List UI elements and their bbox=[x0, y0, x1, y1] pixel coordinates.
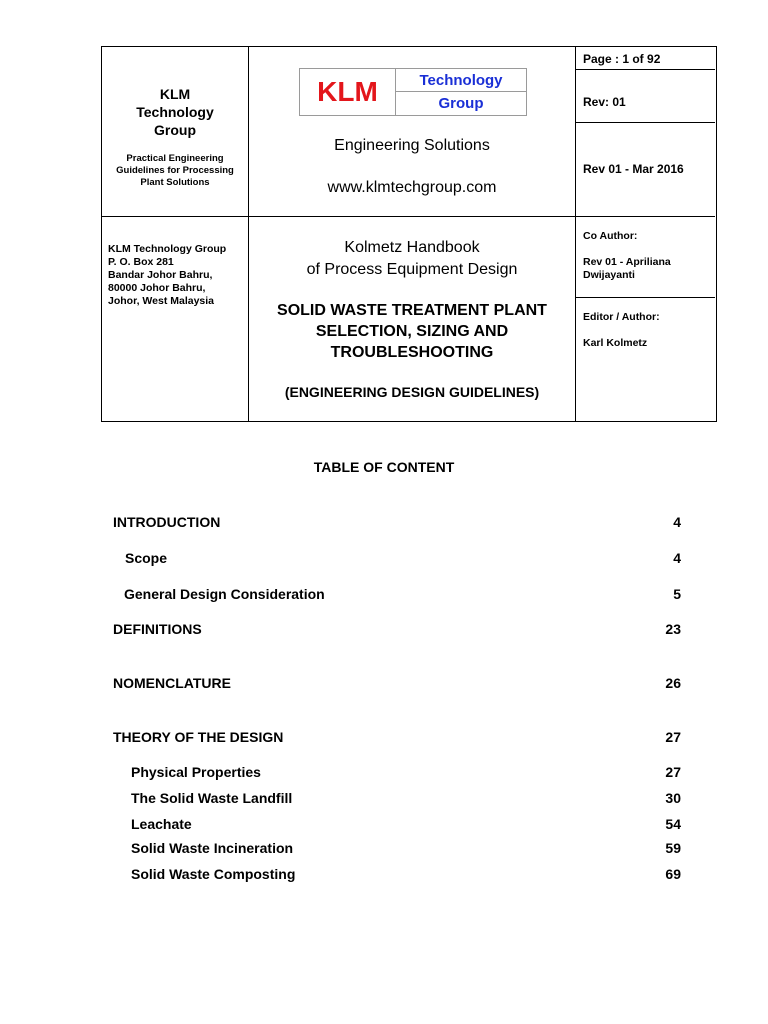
co-author-line: Rev 01 - Apriliana bbox=[583, 256, 671, 268]
header-divider bbox=[575, 122, 715, 123]
klm-logo bbox=[299, 68, 527, 116]
co-author bbox=[583, 256, 713, 282]
address-line: Johor, West Malaysia bbox=[108, 295, 215, 307]
toc-label: DEFINITIONS bbox=[113, 621, 202, 637]
company-tagline: Practical Engineering Guidelines for Processing Plant Solutions bbox=[116, 153, 234, 188]
toc-label: THEORY OF THE DESIGN bbox=[113, 729, 284, 745]
toc-page: 23 bbox=[665, 621, 681, 637]
co-author-line: Dwijayanti bbox=[583, 269, 635, 281]
toc-label: INTRODUCTION bbox=[113, 514, 221, 530]
handbook-title-line: of Process Equipment Design bbox=[306, 261, 518, 278]
address-line: P. O. Box 281 bbox=[108, 256, 174, 268]
toc-label: Leachate bbox=[131, 816, 192, 832]
website-url: www.klmtechgroup.com bbox=[327, 179, 497, 196]
toc-label: Physical Properties bbox=[131, 764, 261, 780]
address-line: 80000 Johor Bahru, bbox=[108, 282, 206, 294]
toc-title: TABLE OF CONTENT bbox=[313, 459, 455, 475]
logo-technology-text: Technology bbox=[396, 69, 526, 92]
page-number: Page : 1 of 92 bbox=[583, 52, 661, 66]
header-divider bbox=[575, 47, 576, 421]
header-divider bbox=[248, 47, 249, 421]
toc-page: 54 bbox=[665, 816, 681, 832]
header-divider bbox=[102, 216, 715, 217]
toc-label: Scope bbox=[125, 550, 168, 566]
editor-name: Karl Kolmetz bbox=[583, 337, 648, 349]
header-divider bbox=[575, 69, 715, 70]
document-title-line: SELECTION, SIZING AND bbox=[315, 323, 509, 340]
handbook-title-line: Kolmetz Handbook bbox=[344, 239, 480, 256]
toc-label: The Solid Waste Landfill bbox=[131, 790, 293, 806]
toc-label: General Design Consideration bbox=[124, 586, 325, 602]
company-address bbox=[108, 243, 246, 308]
toc-label: Solid Waste Composting bbox=[131, 866, 296, 882]
toc-page: 4 bbox=[673, 514, 681, 530]
document-type: (ENGINEERING DESIGN GUIDELINES) bbox=[284, 384, 540, 400]
handbook-title bbox=[249, 237, 575, 281]
document-title-line: SOLID WASTE TREATMENT PLANT bbox=[277, 302, 547, 319]
toc-page: 5 bbox=[673, 586, 681, 602]
editor-label: Editor / Author: bbox=[583, 311, 660, 323]
toc-page: 4 bbox=[673, 550, 681, 566]
toc-page: 27 bbox=[665, 764, 681, 780]
toc-page: 26 bbox=[665, 675, 681, 691]
address-line: KLM Technology Group bbox=[108, 243, 227, 255]
logo-group-text: Group bbox=[438, 95, 484, 112]
company-block bbox=[102, 85, 248, 189]
document-title bbox=[249, 300, 575, 363]
toc-page: 69 bbox=[665, 866, 681, 882]
toc-label: Solid Waste Incineration bbox=[131, 840, 294, 856]
toc-page: 59 bbox=[665, 840, 681, 856]
revision-date: Rev 01 - Mar 2016 bbox=[583, 162, 684, 176]
document-title-line: TROUBLESHOOTING bbox=[330, 344, 494, 361]
engineering-solutions: Engineering Solutions bbox=[334, 137, 490, 154]
logo-klm-text: KLM bbox=[300, 69, 396, 115]
document-header-table bbox=[101, 46, 717, 422]
header-divider bbox=[575, 297, 715, 298]
revision: Rev: 01 bbox=[583, 95, 626, 109]
toc-label: NOMENCLATURE bbox=[113, 675, 231, 691]
toc-page: 27 bbox=[665, 729, 681, 745]
company-name: KLM Technology Group bbox=[136, 86, 214, 138]
toc-page: 30 bbox=[665, 790, 681, 806]
co-author-label: Co Author: bbox=[583, 230, 638, 242]
address-line: Bandar Johor Bahru, bbox=[108, 269, 213, 281]
